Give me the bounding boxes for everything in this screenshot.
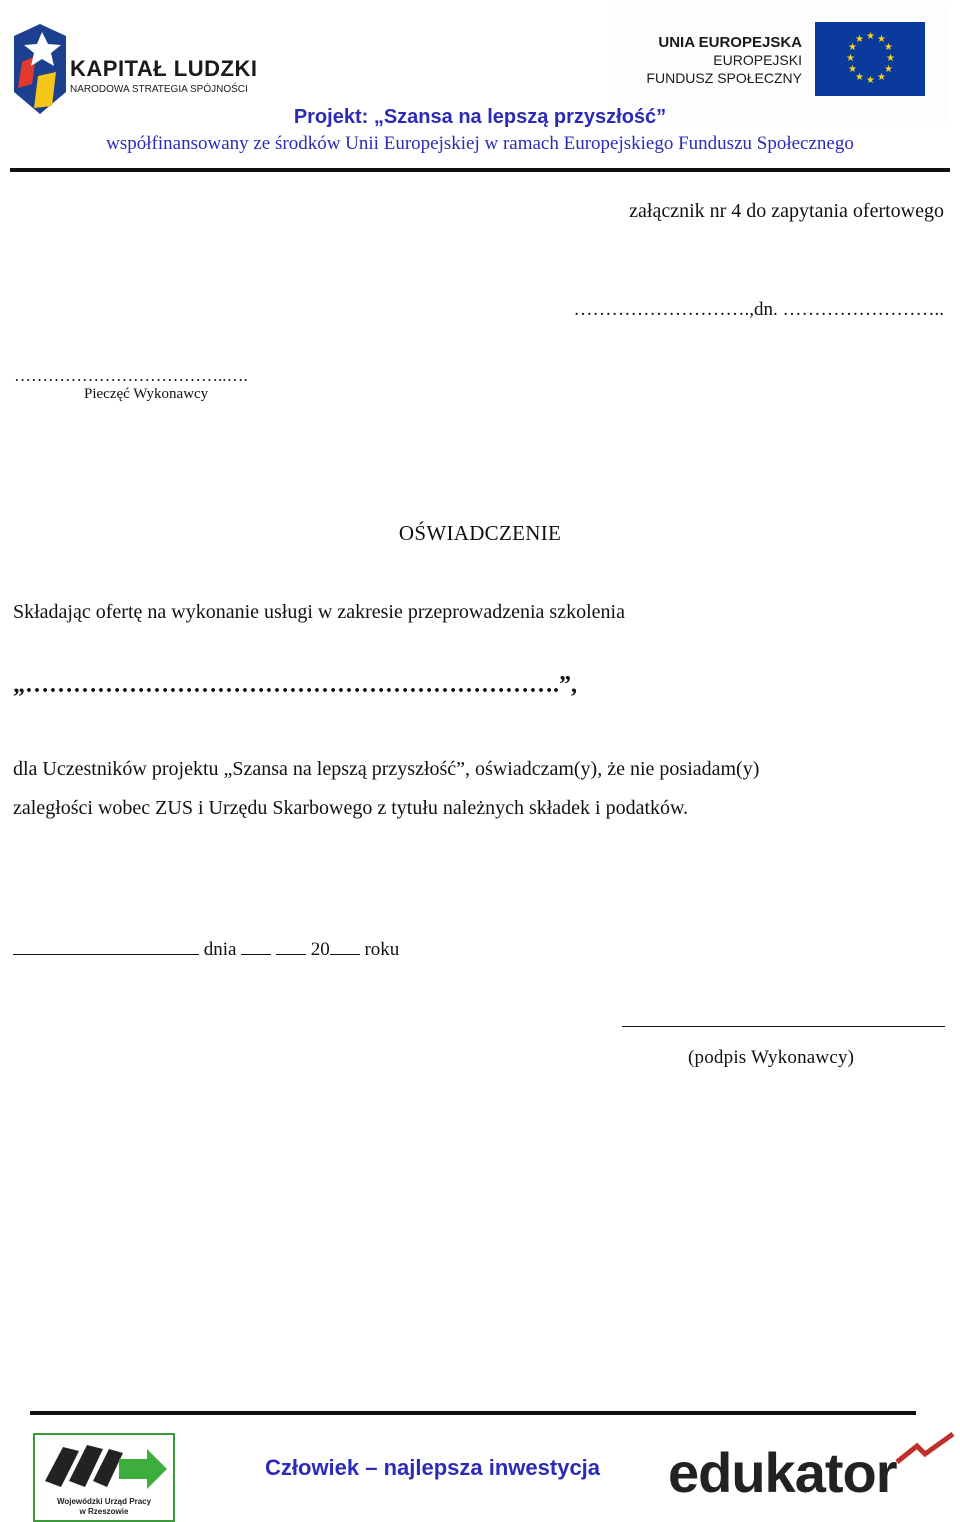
wup-rzeszow-logo	[33, 1433, 175, 1522]
signature-line	[622, 1026, 945, 1027]
kl-logo-title: KAPITAŁ LUDZKI	[70, 56, 258, 81]
place-blank	[13, 940, 199, 955]
kl-logo-subtitle: NARODOWA STRATEGIA SPÓJNOŚCI	[70, 84, 248, 95]
footer-slogan: Człowiek – najlepsza inwestycja	[265, 1455, 601, 1480]
svg-text:★: ★	[848, 64, 857, 75]
training-name-dots: „………………………………………………………….”,	[13, 672, 577, 698]
kapital-ludzki-emblem-icon	[12, 22, 68, 118]
header-divider	[10, 168, 950, 172]
eu-flag-icon	[815, 22, 925, 96]
svg-text:★: ★	[877, 34, 886, 45]
svg-text:★: ★	[884, 64, 893, 75]
edukator-logo: edukator	[668, 1441, 897, 1504]
wup-text-line1: Wojewódzki Urząd Pracy	[56, 1497, 152, 1506]
date-dnia-label: dnia	[203, 939, 237, 960]
svg-text:★: ★	[886, 53, 895, 64]
svg-text:★: ★	[855, 34, 864, 45]
svg-text:★: ★	[866, 75, 875, 86]
svg-text:★: ★	[884, 42, 893, 53]
eu-logo-line2: EUROPEJSKI	[713, 52, 802, 68]
svg-text:★: ★	[846, 53, 855, 64]
wup-emblem-icon	[35, 1437, 173, 1499]
place-date-line: ……………………….,dn. ……………………..	[573, 299, 944, 320]
paragraph-intro: Składając ofertę na wykonanie usługi w zakresie przeprowadzenia szkolenia	[13, 601, 625, 623]
document-title: OŚWIADCZENIE	[398, 521, 562, 545]
paragraph-statement-line1: dla Uczestników projektu „Szansa na lepszą przyszłość”, oświadczam(y), że nie posiadam(y)	[13, 758, 760, 780]
stamp-dots: ………………………………..….	[14, 366, 248, 385]
project-subtitle: współfinansowany ze środków Unii Europejskiej w ramach Europejskiego Funduszu Społecznego	[106, 133, 854, 154]
wup-text-line2: w Rzeszowie	[79, 1507, 129, 1516]
date-roku-label: roku	[364, 939, 400, 960]
year-blank	[330, 940, 360, 955]
edukator-swoosh-icon	[895, 1432, 955, 1466]
attachment-label: załącznik nr 4 do zapytania ofertowego	[629, 200, 944, 222]
signature-label: (podpis Wykonawcy)	[688, 1047, 855, 1068]
svg-text:★: ★	[877, 72, 886, 83]
paragraph-statement-line2: zaległości wobec ZUS i Urzędu Skarbowego z tytułu należnych składek i podatków.	[13, 797, 689, 819]
project-title: Projekt: „Szansa na lepszą przyszłość”	[293, 106, 667, 128]
stamp-label: Pieczęć Wykonawcy	[84, 386, 209, 402]
day-blank	[241, 940, 271, 955]
footer-divider	[30, 1411, 916, 1415]
svg-text:★: ★	[848, 42, 857, 53]
eu-logo-line1: UNIA EUROPEJSKA	[658, 34, 802, 51]
svg-text:★: ★	[855, 72, 864, 83]
eu-logo-line3: FUNDUSZ SPOŁECZNY	[646, 70, 802, 86]
date-row	[13, 939, 399, 961]
svg-text:★: ★	[866, 31, 875, 42]
date-year-prefix: 20	[310, 939, 330, 960]
month-blank	[276, 940, 306, 955]
